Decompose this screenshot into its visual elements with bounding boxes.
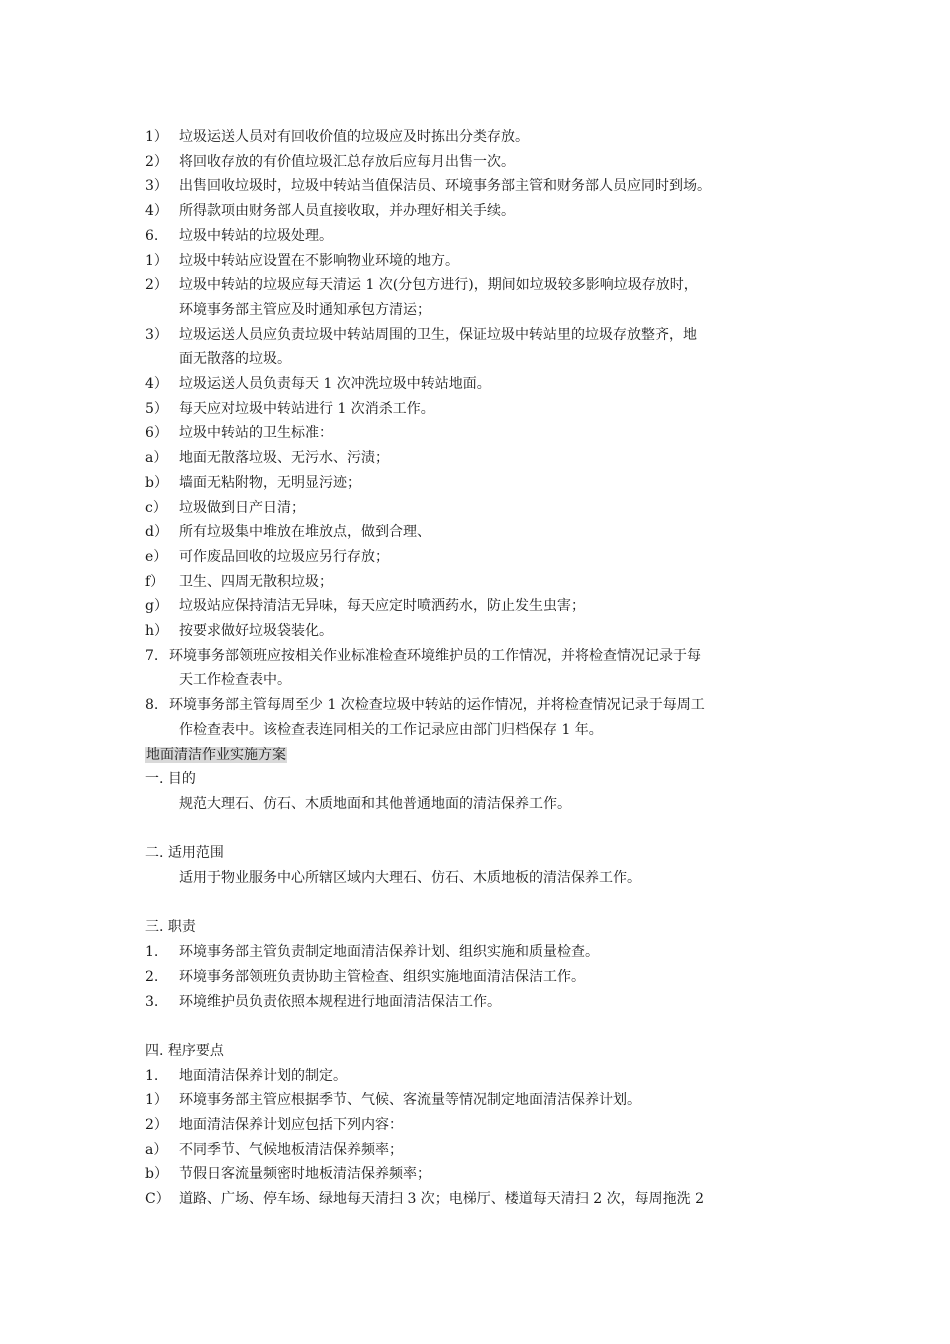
list-marker: e） <box>145 549 168 565</box>
list-item <box>145 521 431 543</box>
list-marker: 3） <box>145 178 168 194</box>
list-item-text: 垃圾运送人员对有回收价值的垃圾应及时拣出分类存放。 <box>179 129 529 145</box>
list-item-text: 将回收存放的有价值垃圾汇总存放后应每月出售一次。 <box>179 154 515 170</box>
list-marker: C） <box>145 1191 170 1207</box>
list-marker: 3. <box>145 994 159 1010</box>
continuation-line: 规范大理石、仿石、木质地面和其他普通地面的清洁保养工作。 <box>179 796 571 812</box>
list-item-text: 垃圾站应保持清洁无异味，每天应定时喷洒药水，防止发生虫害； <box>179 598 585 614</box>
list-marker: 3） <box>145 327 168 343</box>
list-item <box>145 422 333 444</box>
list-marker: 2） <box>145 1117 168 1133</box>
list-marker: 6. <box>145 228 159 244</box>
list-item-text: 地面清洁保养计划应包括下列内容： <box>179 1117 403 1133</box>
list-marker: h） <box>145 623 169 639</box>
list-marker: 4） <box>145 203 168 219</box>
list-item <box>145 497 305 519</box>
list-marker: 6） <box>145 425 168 441</box>
list-marker: c） <box>145 500 167 516</box>
list-marker: a） <box>145 1142 168 1158</box>
list-item <box>145 126 529 148</box>
list-item <box>145 645 701 667</box>
list-item <box>145 595 585 617</box>
list-item <box>145 941 599 963</box>
list-item-text: 按要求做好垃圾袋装化。 <box>179 623 333 639</box>
list-item <box>145 966 585 988</box>
list-item-text: 地面清洁保养计划的制定。 <box>179 1068 347 1084</box>
list-marker: 1） <box>145 129 168 145</box>
list-marker: 4） <box>145 376 168 392</box>
list-marker: d） <box>145 524 168 540</box>
list-item-text: 道路、广场、停车场、绿地每天清扫 3 次；电梯厅、楼道每天清扫 2 次，每周拖洗 2 <box>179 1191 704 1207</box>
list-item <box>145 472 361 494</box>
list-item-text: 环境事务部领班负责协助主管检查、组织实施地面清洁保洁工作。 <box>179 969 585 985</box>
list-item-text: 所得款项由财务部人员直接收取，并办理好相关手续。 <box>179 203 515 219</box>
list-marker: g） <box>145 598 168 614</box>
list-item <box>145 175 711 197</box>
list-item-text: 垃圾运送人员负责每天 1 次冲洗垃圾中转站地面。 <box>179 376 491 392</box>
list-item-text: 垃圾中转站的垃圾应每天清运 1 次(分包方进行)，期间如垃圾较多影响垃圾存放时， <box>179 277 698 293</box>
list-item <box>145 151 515 173</box>
list-item-text: 节假日客流量频密时地板清洁保养频率； <box>179 1166 431 1182</box>
list-item <box>145 225 333 247</box>
part-heading: 四. 程序要点 <box>145 1043 224 1059</box>
list-marker: a） <box>145 450 168 466</box>
list-item-text: 地面无散落垃圾、无污水、污渍； <box>179 450 389 466</box>
list-item-text: 墙面无粘附物，无明显污迹； <box>179 475 361 491</box>
list-item <box>145 324 697 346</box>
list-marker: 7. <box>145 648 159 664</box>
list-item-text: 环境维护员负责依照本规程进行地面清洁保洁工作。 <box>179 994 501 1010</box>
list-item-text: 垃圾中转站的垃圾处理。 <box>179 228 333 244</box>
list-item-text: 环境事务部主管负责制定地面清洁保养计划、组织实施和质量检查。 <box>179 944 599 960</box>
section-heading <box>145 744 287 766</box>
list-item-text: 环境事务部领班应按相关作业标准检查环境维护员的工作情况，并将检查情况记录于每 <box>169 648 701 664</box>
part-heading: 一. 目的 <box>145 771 196 787</box>
list-item <box>145 250 459 272</box>
list-marker: 2. <box>145 969 159 985</box>
continuation-line: 面无散落的垃圾。 <box>179 351 291 367</box>
list-item <box>145 1089 641 1111</box>
list-item-text: 垃圾做到日产日清； <box>179 500 305 516</box>
continuation-line: 环境事务部主管应及时通知承包方清运； <box>179 302 431 318</box>
list-item-text: 垃圾中转站应设置在不影响物业环境的地方。 <box>179 253 459 269</box>
list-marker: f） <box>145 574 165 590</box>
list-item <box>145 373 491 395</box>
list-marker: 1. <box>145 1068 159 1084</box>
list-item-text: 垃圾中转站的卫生标准： <box>179 425 333 441</box>
list-marker: 2） <box>145 154 168 170</box>
list-item <box>145 200 515 222</box>
list-item-text: 所有垃圾集中堆放在堆放点，做到合理、 <box>179 524 431 540</box>
continuation-line: 适用于物业服务中心所辖区域内大理石、仿石、木质地板的清洁保养工作。 <box>179 870 641 886</box>
list-item <box>145 694 705 716</box>
list-item <box>145 1139 403 1161</box>
list-item-text: 卫生、四周无散积垃圾； <box>179 574 333 590</box>
list-item <box>145 274 698 296</box>
list-item-text: 环境事务部主管应根据季节、气候、客流量等情况制定地面清洁保养计划。 <box>179 1092 641 1108</box>
list-item <box>145 1188 704 1210</box>
part-heading: 二. 适用范围 <box>145 845 224 861</box>
highlighted-heading-text: 地面清洁作业实施方案 <box>146 747 286 763</box>
list-item <box>145 991 501 1013</box>
part-heading: 三. 职责 <box>145 919 196 935</box>
list-item <box>145 1114 403 1136</box>
list-item-text: 出售回收垃圾时，垃圾中转站当值保洁员、环境事务部主管和财务部人员应同时到场。 <box>179 178 711 194</box>
list-item <box>145 546 389 568</box>
list-item <box>145 1065 347 1087</box>
continuation-line: 作检查表中。该检查表连同相关的工作记录应由部门归档保存 1 年。 <box>179 722 603 738</box>
list-marker: b） <box>145 475 168 491</box>
list-item-text: 不同季节、气候地板清洁保养频率； <box>179 1142 403 1158</box>
list-marker: 1. <box>145 944 159 960</box>
list-item <box>145 398 435 420</box>
list-item <box>145 1163 431 1185</box>
list-marker: 2） <box>145 277 168 293</box>
list-item <box>145 447 389 469</box>
list-item-text: 垃圾运送人员应负责垃圾中转站周围的卫生，保证垃圾中转站里的垃圾存放整齐，地 <box>179 327 697 343</box>
list-item-text: 环境事务部主管每周至少 1 次检查垃圾中转站的运作情况，并将检查情况记录于每周工 <box>169 697 705 713</box>
list-marker: b） <box>145 1166 168 1182</box>
list-item-text: 每天应对垃圾中转站进行 1 次消杀工作。 <box>179 401 435 417</box>
list-item <box>145 571 333 593</box>
list-marker: 5） <box>145 401 168 417</box>
list-marker: 8. <box>145 697 159 713</box>
list-item-text: 可作废品回收的垃圾应另行存放； <box>179 549 389 565</box>
list-marker: 1） <box>145 253 168 269</box>
list-marker: 1） <box>145 1092 168 1108</box>
list-item <box>145 620 333 642</box>
continuation-line: 天工作检查表中。 <box>179 672 291 688</box>
